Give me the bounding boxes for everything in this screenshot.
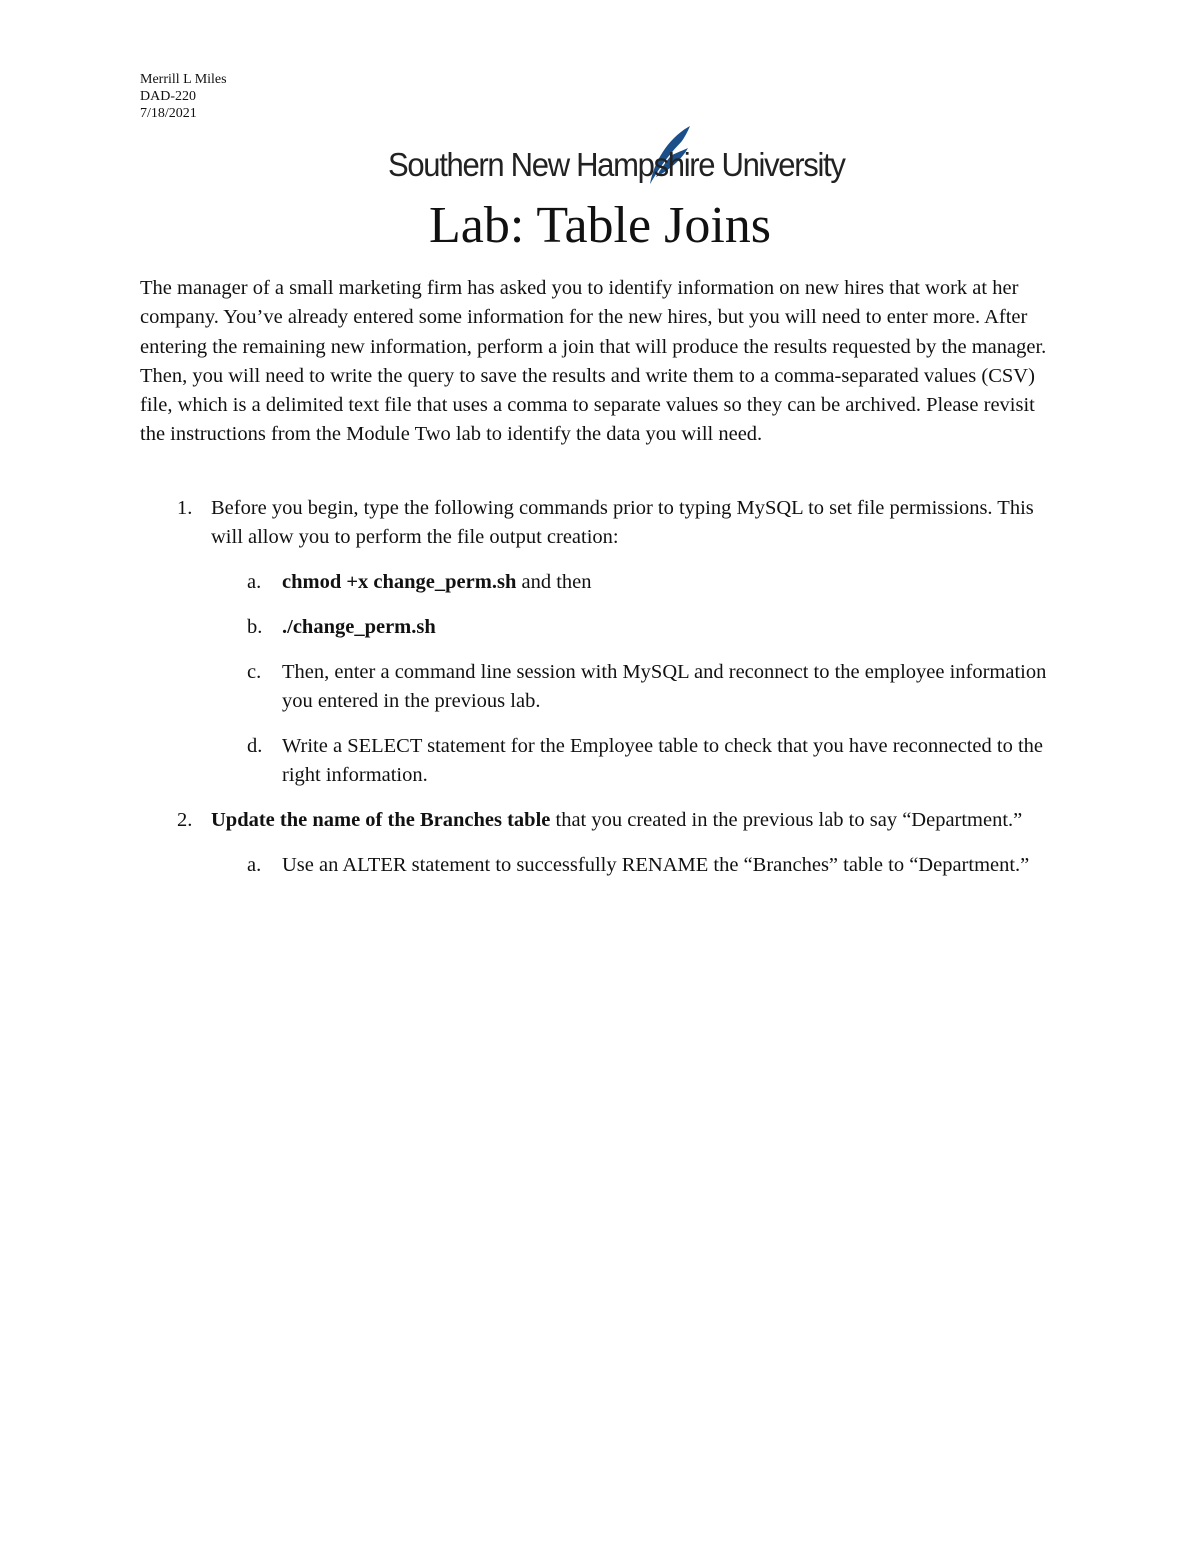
author-header bbox=[140, 71, 227, 122]
substep-letter: d. bbox=[247, 735, 263, 757]
substep-2a bbox=[140, 851, 1065, 880]
substep-letter: a. bbox=[247, 571, 262, 593]
step-bold-text: Update the name of the Branches table bbox=[211, 809, 551, 831]
document-date: 7/18/2021 bbox=[140, 106, 197, 121]
instruction-list bbox=[140, 494, 1065, 896]
substep-letter: c. bbox=[247, 661, 262, 683]
substep-text: and then bbox=[516, 571, 592, 593]
substep-1d bbox=[140, 732, 1065, 790]
intro-paragraph: The manager of a small marketing firm has asked you to identify information on new hires that work at her company. You’ve already entered some information for the new hires, but you will need to enter more. After entering the remaining new information, perform a join that will produce the results requested by the manager. Then, you will need to write the query to save the results and write them to a comma-separated values (CSV) file, which is a delimited text file that uses a comma to separate values so they can be archived. Please revisit the instructions from the Module Two lab to identify the data you will need. bbox=[140, 277, 1047, 446]
substep-text: Write a SELECT statement for the Employee table to check that you have reconnected to the right information. bbox=[282, 735, 1044, 786]
step-text: Before you begin, type the following commands prior to typing MySQL to set file permissions. This will allow you to perform the file output creation: bbox=[211, 497, 1034, 548]
substep-letter: a. bbox=[247, 854, 262, 876]
substep-letter: b. bbox=[247, 616, 263, 638]
step-2 bbox=[140, 806, 1065, 835]
substep-text: Use an ALTER statement to successfully RENAME the “Branches” table to “Department.” bbox=[282, 854, 1030, 876]
substep-1c bbox=[140, 658, 1065, 716]
substep-text: Then, enter a command line session with MySQL and reconnect to the employee information you entered in the previous lab. bbox=[282, 661, 1047, 712]
course-code: DAD-220 bbox=[140, 89, 196, 104]
university-logo-text: Southern New Hampshire University bbox=[388, 146, 845, 183]
step-text: that you created in the previous lab to say “Department.” bbox=[550, 809, 1023, 831]
step-number: 1. bbox=[177, 497, 193, 519]
command-text: ./change_perm.sh bbox=[282, 616, 436, 638]
substep-1a bbox=[140, 568, 1065, 597]
step-number: 2. bbox=[177, 809, 193, 831]
step-1 bbox=[140, 494, 1065, 552]
substep-1b bbox=[140, 613, 1065, 642]
command-text: chmod +x change_perm.sh bbox=[282, 571, 517, 593]
author-name: Merrill L Miles bbox=[140, 72, 227, 87]
page-title: Lab: Table Joins bbox=[428, 197, 771, 254]
university-logo bbox=[388, 122, 845, 194]
